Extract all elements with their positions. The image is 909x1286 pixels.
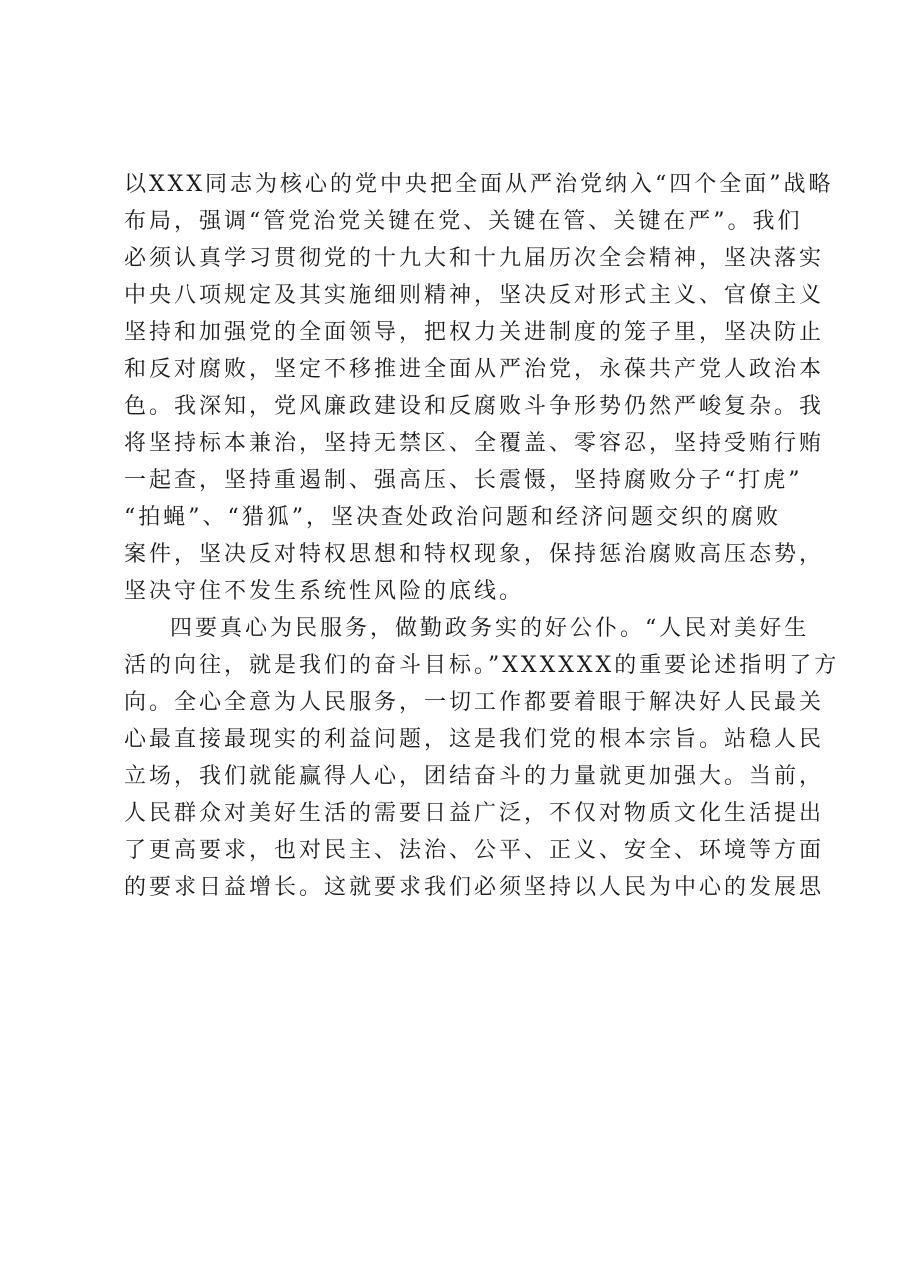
- text-line: 和反对腐败，坚定不移推进全面从严治党，永葆共产党人政治本: [124, 357, 825, 382]
- text-line: 将坚持标本兼治，坚持无禁区、全覆盖、零容忍，坚持受贿行贿: [124, 431, 825, 456]
- text-line: 布局，强调“管党治党关键在党、关键在管、关键在严”。我们: [124, 209, 803, 234]
- text-line: 色。我深知，党风廉政建设和反腐败斗争形势仍然严峻复杂。我: [124, 394, 825, 419]
- text-line: 心最直接最现实的利益问题，这是我们党的根本宗旨。站稳人民: [124, 727, 825, 752]
- text-line: 必须认真学习贯彻党的十九大和十九届历次全会精神，坚决落实: [124, 246, 825, 271]
- text-line: 坚决守住不发生系统性风险的底线。: [124, 579, 525, 604]
- text-line: 以XXX同志为核心的党中央把全面从严治党纳入“四个全面”战略: [124, 172, 834, 197]
- text-line: 活的向往，就是我们的奋斗目标。”XXXXXX的重要论述指明了方: [124, 653, 840, 678]
- text-line: 了更高要求，也对民主、法治、公平、正义、安全、环境等方面: [124, 838, 825, 863]
- text-line: “拍蝇”、“猎狐”，坚决查处政治问题和经济问题交织的腐败: [124, 505, 781, 530]
- text-line: 向。全心全意为人民服务，一切工作都要着眼于解决好人民最关: [124, 690, 825, 715]
- text-line: 的要求日益增长。这就要求我们必须坚持以人民为中心的发展思: [124, 875, 825, 900]
- text-line: 案件，坚决反对特权思想和特权现象，保持惩治腐败高压态势，: [124, 542, 825, 567]
- text-line: 人民群众对美好生活的需要日益广泛，不仅对物质文化生活提出: [124, 801, 825, 826]
- text-line: 中央八项规定及其实施细则精神，坚决反对形式主义、官僚主义: [124, 283, 825, 308]
- text-line: 立场，我们就能赢得人心，团结奋斗的力量就更加强大。当前，: [124, 764, 825, 789]
- paragraph-first-line: 四要真心为民服务，做勤政务实的好公仆。“人民对美好生: [170, 616, 810, 641]
- text-line: 坚持和加强党的全面领导，把权力关进制度的笼子里，坚决防止: [124, 320, 825, 345]
- text-line: 一起查，坚持重遏制、强高压、长震慑，坚持腐败分子“打虎”: [124, 468, 803, 493]
- document-body: [124, 166, 840, 906]
